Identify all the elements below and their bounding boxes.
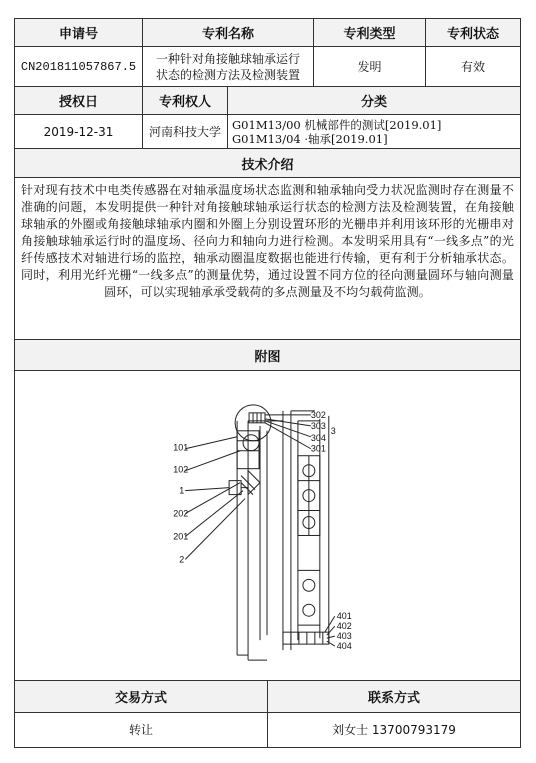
classification: [228, 115, 520, 148]
patent-title: [143, 47, 314, 86]
tech-intro-body-row: [15, 178, 520, 340]
classification-line-1: G01M13/00 机械部件的测试[2019.01]: [232, 117, 442, 132]
tech-intro-heading: 技术介绍: [241, 157, 294, 173]
header-row-1: [15, 19, 520, 47]
patent-holder: 河南科技大学: [143, 115, 228, 148]
label-1: 1: [179, 485, 185, 496]
contact-info: 刘女士 13700793179: [332, 723, 456, 737]
patent-title-line-1: 一种针对角接触球轴承运行: [155, 51, 300, 66]
patent-title-line-2: 状态的检测方法及检测装置: [155, 67, 300, 82]
header-patent-status: 专利状态: [446, 27, 499, 42]
value-row-1: [15, 47, 520, 87]
header-patent-type: 专利类型: [314, 19, 426, 46]
application-number: CN201811057867.5: [15, 47, 143, 86]
label-2: 2: [179, 554, 185, 565]
grant-date: 2019-12-31: [15, 115, 143, 148]
figure-header-row: [15, 340, 520, 371]
figure-row: [15, 371, 520, 681]
header-row-2: [15, 87, 520, 115]
tech-intro-text: 针对现有技术中电类传感器在对轴承温度场状态监测和轴承轴向受力状况监测时存在测量不准确的问题，本发明提供一种针对角接触球轴承运行状态的检测方法及检测装置，在角接触球轴承的外圈或角接触球轴承内圈和外圈上分别设置环形的光栅串并利用该环形的光栅串对角接触球轴承运行时的温度场、径向力和轴向力进行检测。本发明采用具有“一线多点”的光纤传感技术对轴进行场的监控，轴承动圈温度数据也能进行传输，更有利于分析轴承状态。同时，利用光纤光栅“一线多点”的测量优势，通过设置不同方位的径向测量圆环与轴向测量圆环，可以实现轴承承受载荷的多点测量及不均匀载荷监测。: [21, 183, 514, 299]
label-102: 102: [173, 464, 189, 475]
header-patent-title: 专利名称: [143, 19, 314, 46]
patent-info-sheet: [14, 18, 521, 748]
classification-line-2: G01M13/04 ·轴承[2019.01]: [232, 131, 388, 146]
patent-type: 发明: [314, 47, 426, 86]
header-grant-date: 授权日: [15, 87, 143, 114]
label-404: 404: [336, 641, 352, 652]
header-classification: 分类: [360, 95, 387, 110]
header-application-number: 申请号: [15, 19, 143, 46]
label-201: 201: [173, 531, 189, 542]
label-3: 3: [330, 425, 336, 436]
footer-header-row: [15, 681, 520, 713]
label-301: 301: [310, 443, 326, 454]
label-402: 402: [336, 621, 352, 632]
footer-value-row: [15, 713, 520, 747]
bearing-drawing: [15, 371, 520, 680]
label-403: 403: [336, 631, 352, 642]
tech-intro-header-row: [15, 149, 520, 178]
label-101: 101: [173, 442, 189, 453]
label-401: 401: [336, 611, 352, 622]
figure-heading: 附图: [254, 349, 281, 365]
patent-status: 有效: [460, 59, 485, 74]
value-row-2: [15, 115, 520, 149]
label-303: 303: [310, 420, 326, 431]
header-patent-holder: 专利权人: [143, 87, 228, 114]
trade-method: 转让: [15, 713, 268, 747]
trade-method-header: 交易方式: [15, 681, 268, 712]
contact-header: 联系方式: [367, 691, 420, 706]
label-202: 202: [173, 508, 189, 519]
label-302: 302: [310, 409, 326, 420]
label-304: 304: [310, 432, 326, 443]
